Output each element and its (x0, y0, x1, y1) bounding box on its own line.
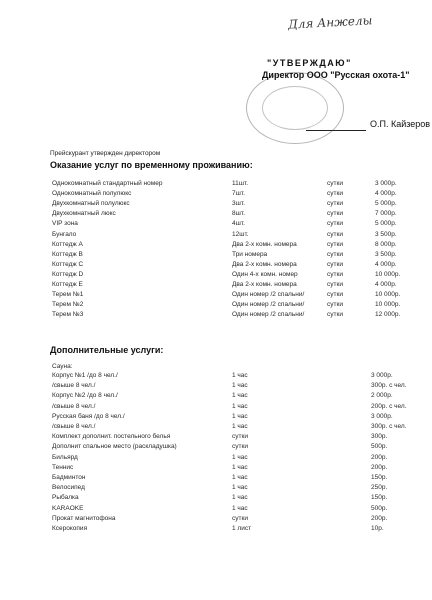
room-quantity: 11шт. (232, 180, 249, 187)
extra-service-row (0, 443, 432, 453)
extra-service-row (0, 454, 432, 464)
room-name: Коттедж С (52, 260, 84, 268)
room-price: 3 500р. (375, 250, 397, 258)
room-price: 7 000р. (375, 210, 397, 218)
service-quantity: сутки (232, 433, 248, 441)
service-name: /свыше 8 чел./ (52, 402, 96, 410)
service-price: 500р. (371, 443, 388, 451)
room-price: 10 000р. (375, 291, 401, 299)
service-name: Комплект дополнит. постельного белья (52, 433, 171, 441)
service-price: 200р. (371, 514, 388, 522)
service-price: 300р. (371, 433, 388, 441)
room-unit: сутки (327, 230, 343, 238)
extra-services-title: Дополнительные услуги: (50, 345, 164, 355)
accommodation-row (0, 281, 432, 291)
service-quantity: 1 час (232, 463, 248, 471)
room-unit: сутки (327, 210, 343, 218)
extra-service-row (0, 413, 432, 423)
room-price: 3 500р. (375, 230, 397, 238)
extra-service-row (0, 433, 432, 443)
accommodation-row (0, 301, 432, 311)
service-price: 3 000р. (371, 372, 393, 379)
extra-service-row (0, 464, 432, 474)
accommodation-title: Оказание услуг по временному проживанию: (50, 160, 253, 170)
room-name: Терем №3 (52, 311, 84, 319)
handwritten-note: Для Анжелы (287, 13, 373, 32)
service-price: 300р. с чел. (371, 423, 407, 430)
room-unit: сутки (327, 260, 343, 268)
service-price: 500р. (371, 504, 388, 512)
service-quantity: 1 лист (232, 525, 252, 532)
accommodation-row (0, 180, 432, 190)
service-name: Велосипед (52, 484, 85, 492)
service-quantity: 1 час (232, 484, 248, 492)
sauna-label: Сауна: (52, 363, 73, 370)
service-name: Бильярд (52, 453, 78, 461)
room-quantity: 3шт. (232, 200, 245, 208)
room-name: Коттедж Е (52, 281, 83, 288)
service-price: 3 000р. (371, 412, 393, 420)
service-quantity: 1 час (232, 392, 248, 400)
service-quantity: 1 час (232, 372, 248, 379)
service-name: /свыше 8 чел./ (52, 423, 96, 430)
room-quantity: 7шт. (232, 190, 245, 198)
room-quantity: Один номер /2 спальни/ (232, 301, 305, 309)
stamp-inner-ring (262, 86, 328, 130)
service-price: 200р. (371, 453, 388, 461)
extra-service-row (0, 423, 432, 433)
service-quantity: 1 час (232, 504, 248, 512)
director-line: Директор ООО "Русская охота-1" (262, 70, 410, 80)
service-name: Теннис (52, 463, 74, 471)
service-name: Бадминтон (52, 474, 86, 481)
room-price: 5 000р. (375, 200, 397, 208)
room-name: Двухкомнатный полулюкс (52, 200, 130, 208)
room-price: 8 000р. (375, 240, 397, 248)
service-name: /свыше 8 чел./ (52, 382, 96, 390)
service-quantity: 1 час (232, 474, 248, 481)
room-quantity: Два 2-х комн. номера (232, 240, 297, 248)
accommodation-row (0, 200, 432, 210)
extra-service-row (0, 382, 432, 392)
room-price: 12 000р. (375, 311, 401, 319)
accommodation-row (0, 220, 432, 230)
service-name: Русская баня /до 8 чел./ (52, 412, 125, 420)
room-unit: сутки (327, 291, 343, 299)
service-price: 150р. (371, 474, 388, 481)
service-quantity: 1 час (232, 423, 248, 430)
room-price: 10 000р. (375, 301, 401, 309)
room-name: Терем №1 (52, 291, 84, 299)
room-quantity: 12шт. (232, 230, 249, 238)
service-name: Рыбалка (52, 494, 79, 502)
extra-service-row (0, 372, 432, 382)
approve-title: "УТВЕРЖДАЮ" (267, 58, 352, 68)
service-quantity: 1 час (232, 382, 248, 390)
room-price: 4 000р. (375, 190, 397, 198)
extra-service-row (0, 392, 432, 402)
room-price: 3 000р. (375, 180, 397, 187)
room-unit: сутки (327, 250, 343, 258)
accommodation-row (0, 241, 432, 251)
service-price: 10р. (371, 525, 384, 532)
extra-service-row (0, 474, 432, 484)
service-name: KARAOKE (52, 504, 84, 512)
signature-line (306, 130, 366, 131)
extra-service-row (0, 515, 432, 525)
room-price: 4 000р. (375, 260, 397, 268)
service-price: 250р. (371, 484, 388, 492)
room-unit: сутки (327, 270, 343, 278)
room-quantity: Два 2-х комн. номера (232, 281, 297, 288)
extra-service-row (0, 494, 432, 504)
extra-service-row (0, 403, 432, 413)
accommodation-row (0, 231, 432, 241)
room-price: 10 000р. (375, 270, 401, 278)
room-unit: сутки (327, 180, 343, 187)
service-quantity: 1 час (232, 494, 248, 502)
room-quantity: Три номера (232, 250, 268, 258)
service-name: Дополнит спальное место (раскладушка) (52, 443, 177, 451)
service-name: Ксерокопия (52, 525, 88, 532)
accommodation-row (0, 261, 432, 271)
room-unit: сутки (327, 190, 343, 198)
service-quantity: 1 час (232, 412, 248, 420)
room-quantity: Один 4-х комн. номер (232, 270, 298, 278)
room-name: Коттедж D (52, 270, 84, 278)
accommodation-row (0, 271, 432, 281)
accommodation-row (0, 190, 432, 200)
room-quantity: Два 2-х комн. номера (232, 260, 297, 268)
room-quantity: 8шт. (232, 210, 245, 218)
service-name: Прокат магнитофона (52, 514, 116, 522)
service-price: 200р. с чел. (371, 402, 407, 410)
room-name: Бунгало (52, 230, 77, 238)
accommodation-row (0, 311, 432, 321)
room-quantity: Один номер /2 спальни/ (232, 311, 305, 319)
room-unit: сутки (327, 200, 343, 208)
service-name: Корпус №2 /до 8 чел./ (52, 392, 118, 400)
price-list-note: Прейскурант утвержден директором (50, 150, 161, 157)
room-name: Терем №2 (52, 301, 84, 309)
service-price: 200р. (371, 463, 388, 471)
service-quantity: 1 час (232, 402, 248, 410)
extra-service-row (0, 484, 432, 494)
room-name: VIP зона (52, 220, 78, 228)
accommodation-row (0, 251, 432, 261)
extra-service-row (0, 505, 432, 515)
room-unit: сутки (327, 311, 343, 319)
accommodation-row (0, 210, 432, 220)
service-price: 300р. с чел. (371, 382, 407, 390)
room-unit: сутки (327, 220, 343, 228)
service-quantity: сутки (232, 443, 248, 451)
room-name: Коттедж В (52, 250, 83, 258)
accommodation-row (0, 291, 432, 301)
room-unit: сутки (327, 301, 343, 309)
room-unit: сутки (327, 240, 343, 248)
service-name: Корпус №1 /до 8 чел./ (52, 372, 118, 379)
room-price: 4 000р. (375, 281, 397, 288)
signatory-name: О.П. Кайзеров (370, 119, 431, 129)
room-name: Однокомнатный полулюкс (52, 190, 132, 198)
room-name: Коттедж А (52, 240, 83, 248)
service-quantity: сутки (232, 514, 248, 522)
room-price: 5 000р. (375, 220, 397, 228)
service-quantity: 1 час (232, 453, 248, 461)
service-price: 150р. (371, 494, 388, 502)
service-price: 2 000р. (371, 392, 393, 400)
room-quantity: 4шт. (232, 220, 245, 228)
room-name: Однокомнатный стандартный номер (52, 180, 163, 187)
room-unit: сутки (327, 281, 343, 288)
room-name: Двухкомнатный люкс (52, 210, 116, 218)
extra-service-row (0, 525, 432, 535)
room-quantity: Один номер /2 спальни/ (232, 291, 305, 299)
